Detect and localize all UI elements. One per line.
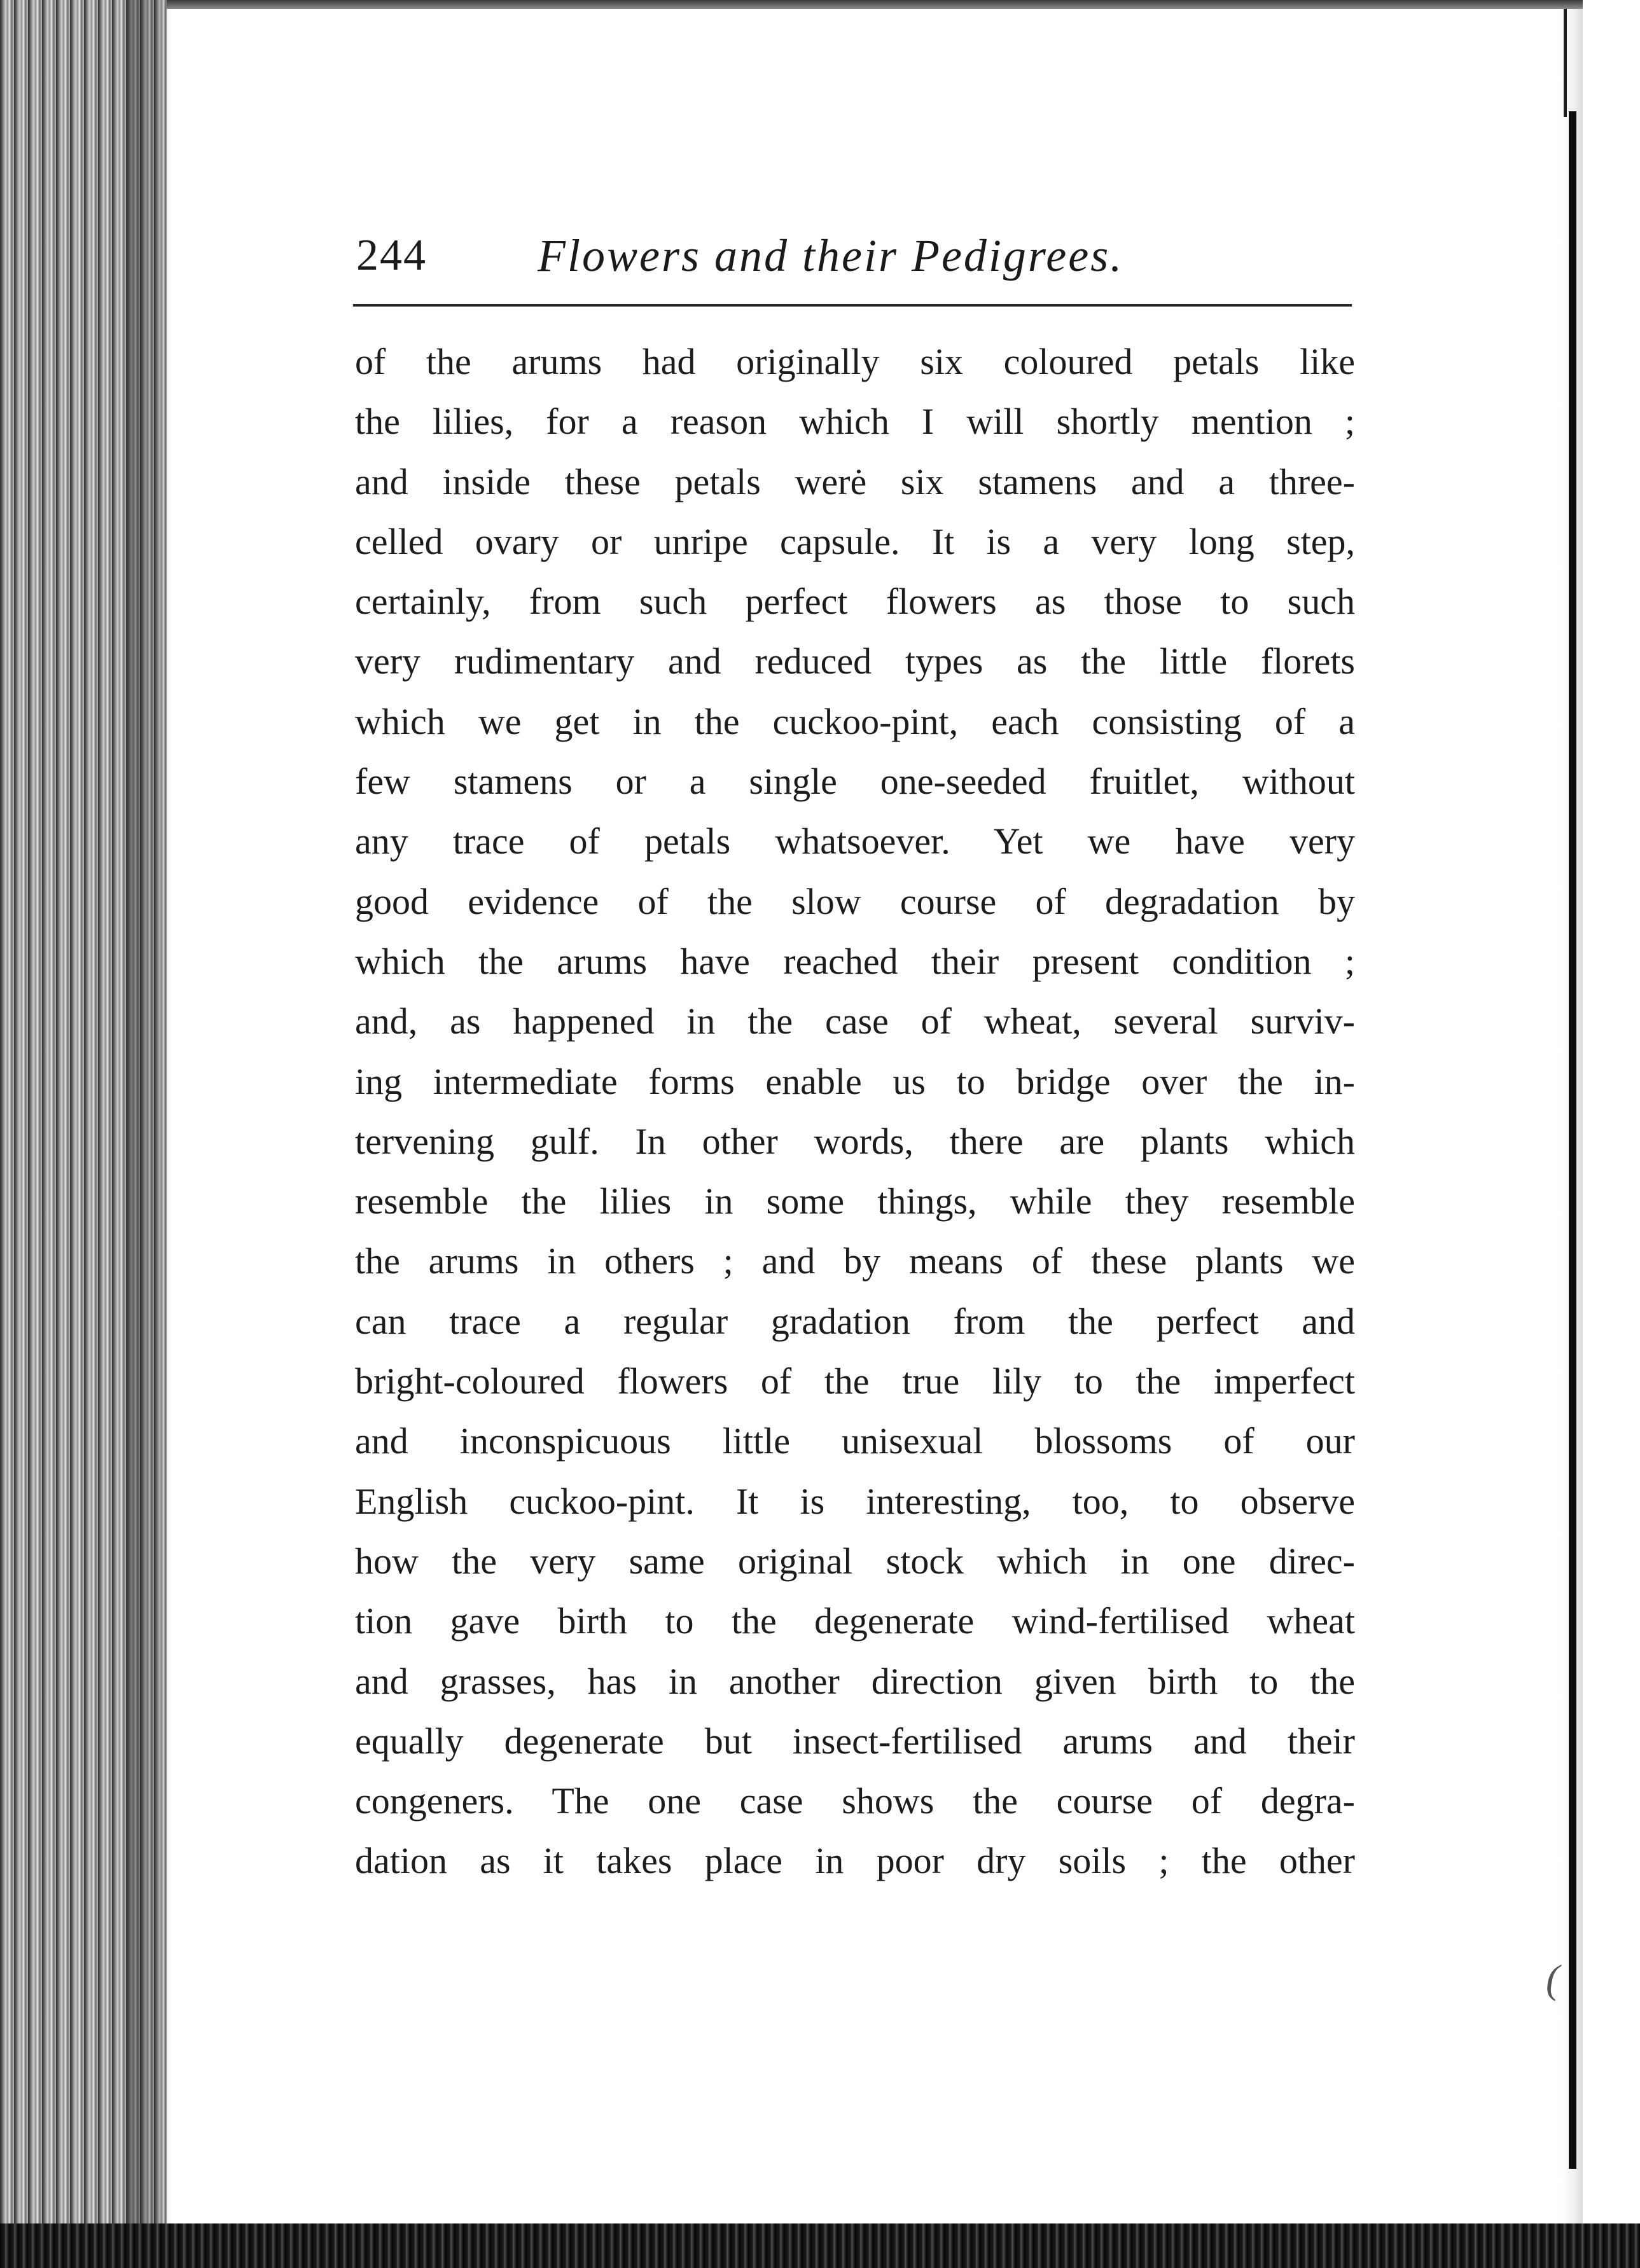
text-line: equally degenerate but insect-fertilised arums and their bbox=[355, 1720, 1355, 1762]
text-line: good evidence of the slow course of degradation by bbox=[355, 880, 1355, 922]
text-line: of the arums had originally six coloured petals like bbox=[355, 341, 1355, 382]
text-line: English cuckoo-pint. It is interesting, too, to observe bbox=[355, 1480, 1355, 1522]
book-title: Flowers and their Pedigrees. bbox=[538, 230, 1124, 281]
text-line: bright-coloured flowers of the true lily to the imperfect bbox=[355, 1360, 1355, 1402]
scan-bottom-edge bbox=[0, 2223, 1640, 2268]
text-line: the arums in others ; and by means of these plants we bbox=[355, 1240, 1355, 1282]
text-line: the lilies, for a reason which I will shortly mention ; bbox=[355, 401, 1355, 443]
text-line: resemble the lilies in some things, while they resemble bbox=[355, 1180, 1355, 1222]
text-line: congeners. The one case shows the course of degra- bbox=[355, 1780, 1355, 1822]
text-line: dation as it takes place in poor dry soils ; the other bbox=[355, 1840, 1355, 1882]
binding-edge-top bbox=[1564, 9, 1567, 117]
text-line: and inside these petals werė six stamens and a three- bbox=[355, 460, 1355, 502]
text-line: how the very same original stock which in one direc- bbox=[355, 1540, 1355, 1582]
text-line: and inconspicuous little unisexual blossoms of our bbox=[355, 1420, 1355, 1462]
right-margin bbox=[1583, 0, 1640, 2268]
text-line: and, as happened in the case of wheat, several surviv- bbox=[355, 1000, 1355, 1042]
text-line: can trace a regular gradation from the perfect and bbox=[355, 1300, 1355, 1342]
text-line: and grasses, has in another direction given birth to the bbox=[355, 1660, 1355, 1702]
text-line: very rudimentary and reduced types as the little florets bbox=[355, 640, 1355, 682]
scan-top-edge bbox=[0, 0, 1640, 9]
text-line: few stamens or a single one-seeded fruitlet, without bbox=[355, 761, 1355, 803]
text-line: which we get in the cuckoo-pint, each consisting of a bbox=[355, 700, 1355, 742]
text-line: which the arums have reached their present condition ; bbox=[355, 940, 1355, 982]
text-line: any trace of petals whatsoever. Yet we have very bbox=[355, 820, 1355, 862]
text-line: celled ovary or unripe capsule. It is a very long step, bbox=[355, 520, 1355, 562]
body-text bbox=[355, 332, 1355, 1891]
header-rule bbox=[353, 304, 1352, 307]
text-line: ing intermediate forms enable us to bridge over the in- bbox=[355, 1060, 1355, 1102]
binding-edge bbox=[1569, 111, 1576, 2169]
running-head bbox=[356, 224, 1355, 300]
page-number: 244 bbox=[356, 231, 427, 280]
text-line: certainly, from such perfect flowers as those to such bbox=[355, 581, 1355, 623]
text-line: tervening gulf. In other words, there are plants which bbox=[355, 1120, 1355, 1162]
text-line: tion gave birth to the degenerate wind-fertilised wheat bbox=[355, 1600, 1355, 1642]
gutter-shadow bbox=[127, 0, 172, 2268]
margin-mark: ( bbox=[1546, 1956, 1560, 2002]
